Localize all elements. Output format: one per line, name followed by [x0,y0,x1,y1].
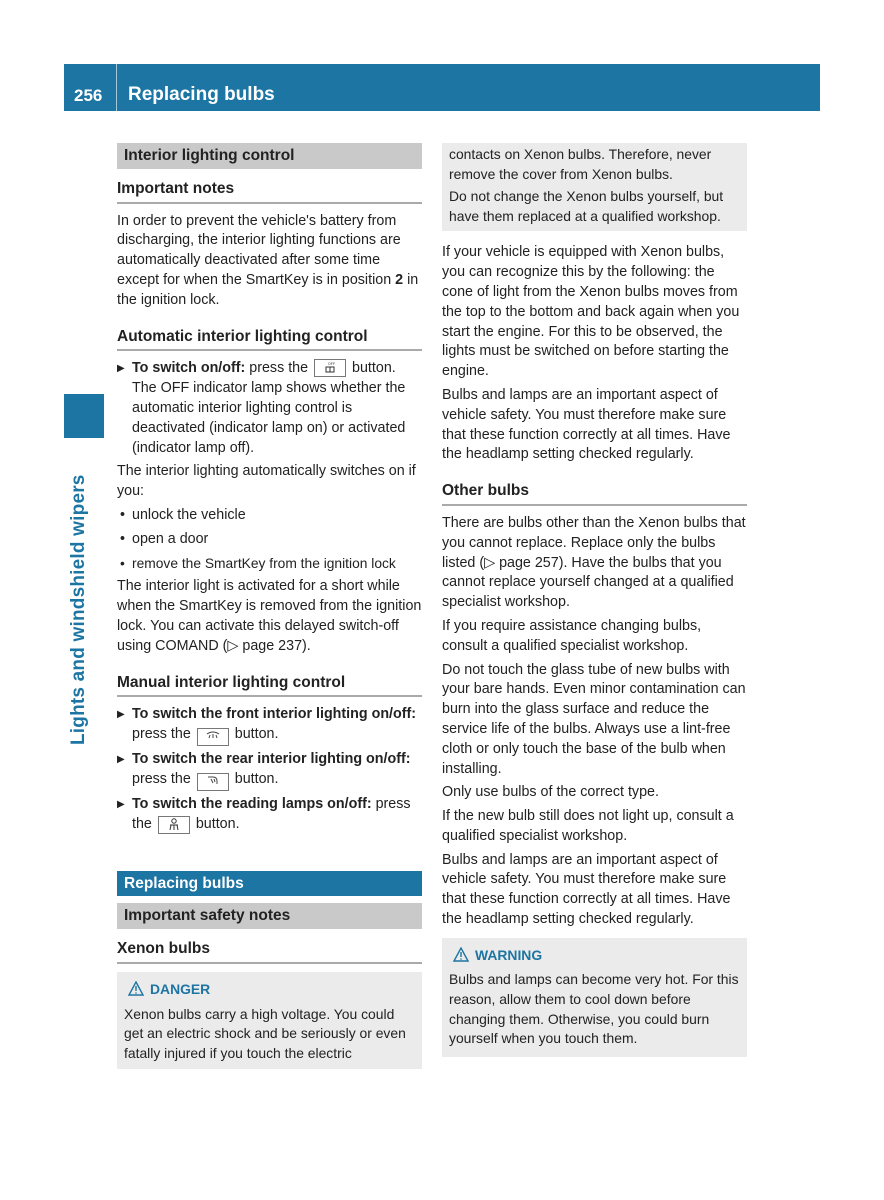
list-item: • unlock the vehicle [117,506,422,526]
warning-triangle-icon [453,947,469,968]
side-tab-label: Lights and windshield wipers [68,474,89,745]
interior-light-auto-off-icon [314,359,346,377]
warning-text: Bulbs and lamps can become very hot. For this reason, allow them to cool down before changing them. Otherwise, you could burn yourself when you touch them. [449,971,739,1047]
other-bulbs-paragraph-3: Do not touch the glass tube of new bulbs with your bare hands. Even minor contamination can burn into the glass surface and reduce the service life of the bulbs. Always use a lint-free cloth or only touch the base of the bulb when installing. [442,661,746,777]
warning-label: WARNING [475,946,543,963]
danger-box-continued [442,143,747,231]
warning-header [449,946,740,968]
warning-box [442,938,747,1057]
notes-paragraph: In order to prevent the vehicle's battery from discharging, the interior lighting functions are automatically deactivated after some time except for when the SmartKey is in position 2 in the ignition lock. [117,212,419,308]
step-reading-lamps: ▶ To switch the reading lamps on/off: press the button. [117,795,422,835]
danger-text: Xenon bulbs carry a high voltage. You could get an electric shock and be seriously or even fatally injured if you touch the electric [124,1005,406,1061]
safety-paragraph-2: Bulbs and lamps are an important aspect of vehicle safety. You must therefore make sure that these function correctly at all times. Have the headlamp setting checked regularly. [442,851,731,928]
heading-automatic-lighting: Automatic interior lighting control [117,327,422,352]
xenon-equipped-paragraph: If your vehicle is equipped with Xenon bulbs, you can recognize this by the following: the cone of light from the Xenon bulbs moves from the top to the bottom and back again when you start the engine. For this to be observed, the lights must be switched on before starting the engine. [442,244,740,380]
heading-manual-lighting: Manual interior lighting control [117,673,422,698]
danger-label: DANGER [150,980,211,997]
reading-lamp-icon [158,816,190,834]
page-number: 256 [74,86,103,105]
danger-header [124,980,415,1002]
step-switch-on-off: ▶ To switch on/off: press the OFF button. The OFF indicator lamp shows whether the automatic interior lighting control is deactivated (indicator lamp on) or activated (indicator lamp off). [117,359,422,458]
danger-continued-text-2: Do not change the Xenon bulbs yourself, but have them replaced at a qualified workshop. [449,188,724,224]
header-divider [116,64,117,111]
heading-other-bulbs: Other bulbs [442,481,747,506]
step-rear-interior-lighting: ▶ To switch the rear interior lighting on/off: press the button. [117,750,422,791]
front-interior-light-icon [197,728,229,746]
page-title: Replacing bulbs [128,84,275,105]
left-column [117,143,422,1069]
rear-interior-light-icon [197,773,229,791]
heading-important-notes: Important notes [117,179,422,204]
list-item: • open a door [117,530,422,550]
warning-triangle-icon [128,981,144,1002]
other-bulbs-paragraph-4: Only use bulbs of the correct type. [442,784,659,801]
auto-switch-text: The interior lighting automatically switches on if you: [117,463,416,500]
side-tab-marker [64,394,104,438]
delay-paragraph: The interior light is activated for a short while when the SmartKey is removed from the ignition lock. You can activate this delayed switch-off using COMAND (▷ page 237). [117,578,422,654]
other-bulbs-paragraph-1: There are bulbs other than the Xenon bulbs that you cannot replace. Replace only the bulbs listed (▷ page 257). Have the bulbs that you cannot replace yourself changed at a qualified specialist workshop. [442,514,746,611]
step-front-interior-lighting: ▶ To switch the front interior lighting on/off: press the button. [117,705,422,746]
section-title-replacing-bulbs: Replacing bulbs [117,871,422,897]
right-column [442,143,747,1057]
other-bulbs-paragraph-2: If you require assistance changing bulbs, consult a qualified specialist workshop. [442,617,702,654]
list-item: • remove the SmartKey from the ignition lock [117,554,422,574]
heading-xenon-bulbs: Xenon bulbs [117,939,422,964]
section-title-safety-notes: Important safety notes [117,903,422,929]
section-title-interior-lighting: Interior lighting control [117,143,422,169]
danger-box [117,972,422,1069]
page-header [64,64,820,111]
svg-text:OFF: OFF [328,362,336,367]
safety-paragraph-1: Bulbs and lamps are an important aspect of vehicle safety. You must therefore make sure that these function correctly at all times. Have the headlamp setting checked regularly. [442,386,731,463]
danger-continued-text-1: contacts on Xenon bulbs. Therefore, never remove the cover from Xenon bulbs. [449,146,712,182]
other-bulbs-paragraph-5: If the new bulb still does not light up, consult a qualified specialist workshop. [442,808,734,844]
